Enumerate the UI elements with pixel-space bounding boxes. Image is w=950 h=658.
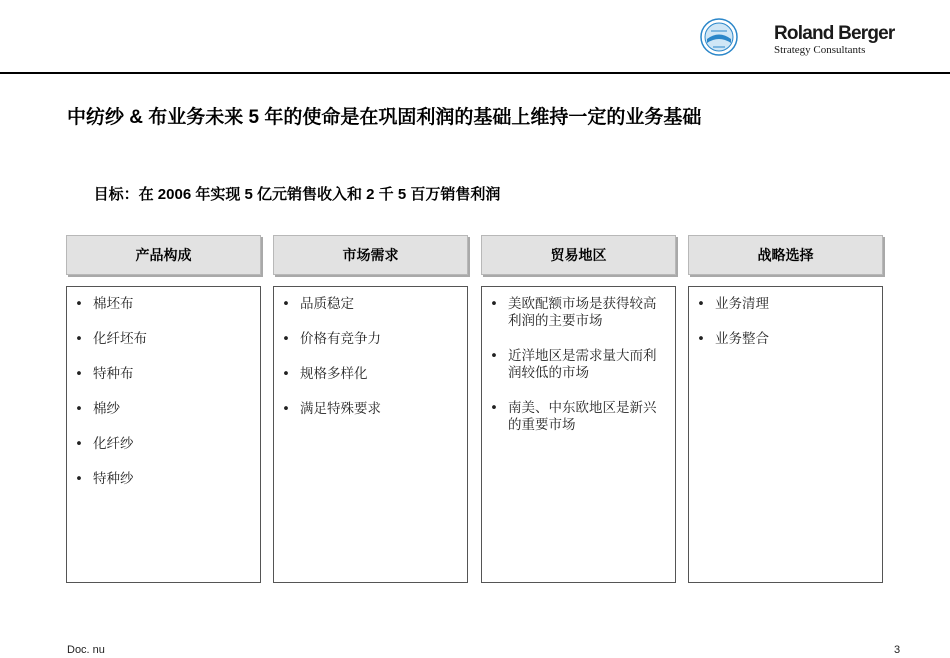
- list-item: • 南美、中东欧地区是新兴的重要市场: [490, 400, 667, 434]
- list-item: • 价格有竞争力: [282, 331, 459, 348]
- objective-text: 目标：在 2006 年实现 5 亿元销售收入和 2 千 5 百万销售利润: [93, 186, 501, 203]
- page-title: 中纺纱 & 布业务未来 5 年的使命是在巩固利润的基础上维持一定的业务基础: [67, 107, 702, 128]
- list-item: • 满足特殊要求: [282, 401, 459, 418]
- brand-name: Roland Berger: [774, 23, 895, 44]
- list-item: • 近洋地区是需求量大而利润较低的市场: [490, 348, 667, 382]
- header-divider: [0, 72, 950, 74]
- column-box-trade-regions: [481, 286, 676, 583]
- list-item: • 业务清理: [697, 296, 874, 313]
- column-header-market-demand: 市场需求: [273, 235, 468, 275]
- list-item: • 化纤纱: [75, 436, 252, 453]
- list-item: • 特种布: [75, 366, 252, 383]
- column-header-trade-regions: 贸易地区: [481, 235, 676, 275]
- list-item: • 特种纱: [75, 471, 252, 488]
- list-item: • 棉坯布: [75, 296, 252, 313]
- column-box-products: [66, 286, 261, 583]
- column-box-strategy: [688, 286, 883, 583]
- list-item: • 规格多样化: [282, 366, 459, 383]
- brand-logo: [774, 24, 895, 57]
- list-item: • 棉纱: [75, 401, 252, 418]
- client-seal-logo: [700, 18, 738, 56]
- column-box-market-demand: [273, 286, 468, 583]
- footer-doc-label: Doc. nu: [67, 644, 105, 656]
- column-header-products: 产品构成: [66, 235, 261, 275]
- brand-subtitle: Strategy Consultants: [774, 44, 866, 56]
- list-item: • 美欧配额市场是获得较高利润的主要市场: [490, 296, 667, 330]
- list-item: • 品质稳定: [282, 296, 459, 313]
- list-item: • 业务整合: [697, 331, 874, 348]
- list-item: • 化纤坯布: [75, 331, 252, 348]
- page-number: 3: [894, 644, 901, 656]
- column-header-strategy: 战略选择: [688, 235, 883, 275]
